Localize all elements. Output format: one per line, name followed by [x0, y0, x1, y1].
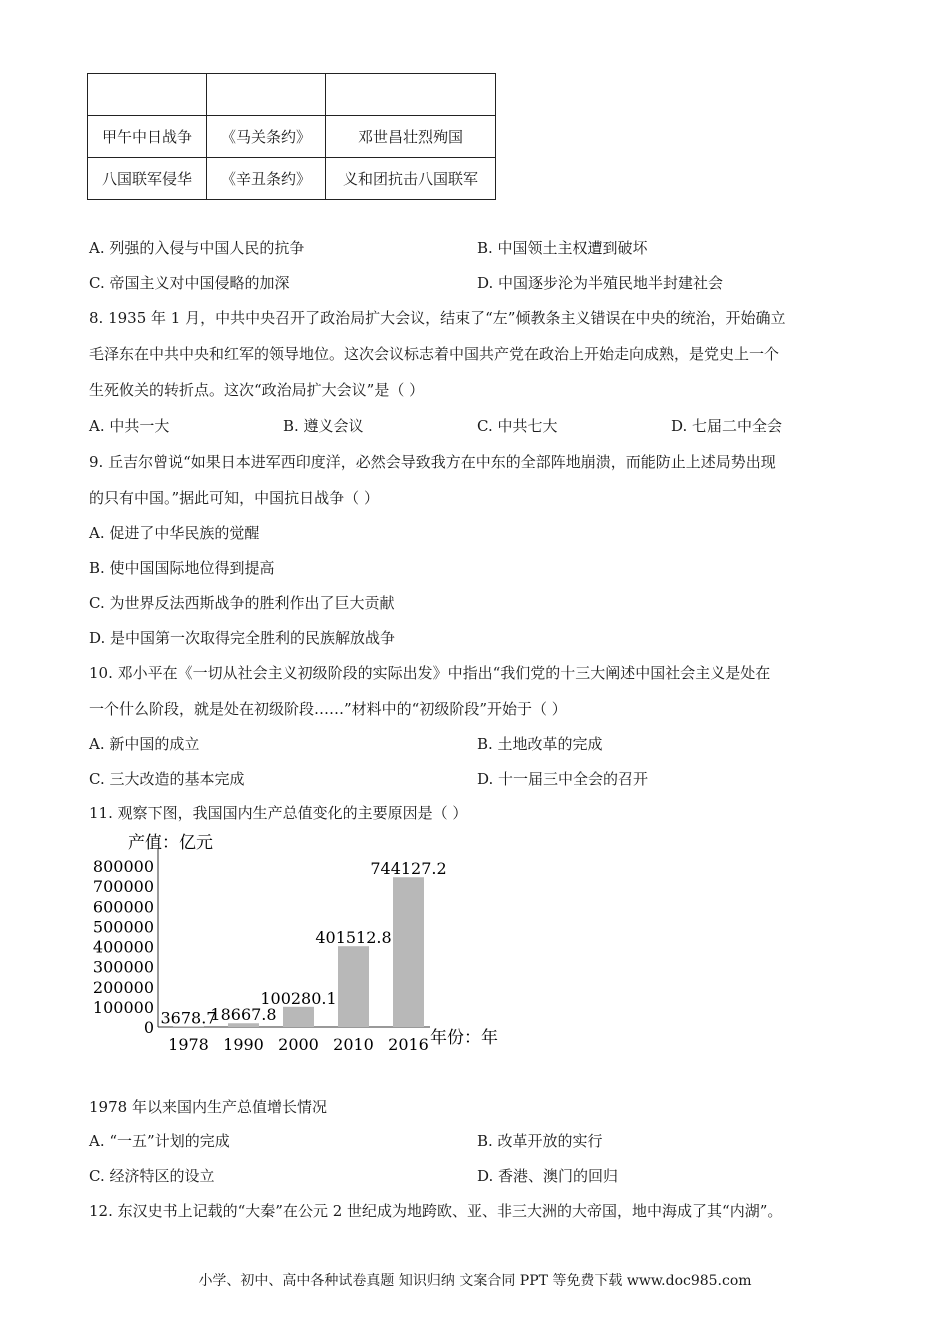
table-cell: 《马关条约》 [207, 116, 326, 158]
x-tick-label: 2000 [278, 1035, 319, 1054]
y-tick-label: 200000 [92, 977, 154, 997]
q9-option-b[interactable]: B. 使中国国际地位得到提高 [89, 559, 275, 577]
q8-option-b[interactable]: B. 遵义会议 [283, 417, 364, 435]
bar [338, 946, 369, 1027]
table-row [88, 116, 496, 158]
q8-option-c[interactable]: C. 中共七大 [477, 417, 558, 435]
table-cell [326, 74, 496, 116]
q7-option-b[interactable]: B. 中国领土主权遭到破坏 [477, 239, 648, 257]
q10-stem-line: 一个什么阶段，就是处在初级阶段……”材料中的“初级阶段”开始于（ ） [89, 700, 567, 718]
q7-option-c[interactable]: C. 帝国主义对中国侵略的加深 [89, 274, 290, 292]
q9-option-c[interactable]: C. 为世界反法西斯战争的胜利作出了巨大贡献 [89, 594, 395, 612]
y-tick-labels [93, 857, 154, 1037]
q11-option-b[interactable]: B. 改革开放的实行 [477, 1132, 603, 1150]
value-label: 401512.8 [315, 928, 392, 948]
q8-stem-line: 毛泽东在中共中央和红军的领导地位。这次会议标志着中国共产党在政治上开始走向成熟，是党史上一个 [89, 345, 780, 363]
q7-option-a[interactable]: A. 列强的入侵与中国人民的抗争 [89, 239, 305, 257]
x-tick-label: 1978 [168, 1035, 209, 1054]
q11-option-a[interactable]: A. “一五”计划的完成 [89, 1132, 230, 1150]
q10-option-d[interactable]: D. 十一届三中全会的召开 [477, 770, 649, 788]
q9-stem-line: 的只有中国。”据此可知，中国抗日战争（ ） [89, 489, 379, 507]
y-tick-label: 700000 [92, 877, 154, 897]
q10-stem-line: 10. 邓小平在《一切从社会主义初级阶段的实际出发》中指出“我们党的十三大阐述中国社会主义是处在 [89, 664, 771, 682]
y-axis-label: 产值：亿元 [128, 833, 213, 853]
x-tick-label: 2010 [333, 1035, 374, 1054]
y-tick-label: 600000 [92, 897, 154, 917]
table-row [88, 158, 496, 200]
y-tick-label: 400000 [92, 937, 154, 957]
q8-option-a[interactable]: A. 中共一大 [89, 417, 170, 435]
page-footer: 小学、初中、高中各种试卷真题 知识归纳 文案合同 PPT 等免费下载 www.doc985.com [198, 1273, 752, 1289]
x-axis-label: 年份：年 [430, 1028, 498, 1048]
q7-option-d[interactable]: D. 中国逐步沦为半殖民地半封建社会 [477, 274, 724, 292]
x-tick-labels [168, 1035, 429, 1054]
events-table [87, 73, 496, 200]
table-cell: 甲午中日战争 [88, 116, 207, 158]
q10-option-a[interactable]: A. 新中国的成立 [89, 735, 200, 753]
value-label: 100280.1 [260, 988, 337, 1008]
value-label: 3678.7 [160, 1008, 217, 1028]
q11-option-d[interactable]: D. 香港、澳门的回归 [477, 1167, 619, 1185]
y-tick-label: 0 [143, 1018, 154, 1037]
table-cell: 八国联军侵华 [88, 158, 207, 200]
x-tick-label: 1990 [223, 1035, 264, 1054]
table-cell: 义和团抗击八国联军 [326, 158, 496, 200]
value-label: 744127.2 [370, 859, 447, 879]
table-row [88, 74, 496, 116]
gdp-bar-chart [90, 828, 520, 1060]
table-cell [88, 74, 207, 116]
y-tick-label: 500000 [92, 917, 154, 937]
y-tick-label: 300000 [92, 957, 154, 977]
q12-stem-line: 12. 东汉史书上记载的“大秦”在公元 2 世纪成为地跨欧、亚、非三大洲的大帝国，地中海成了其“内湖”。 [89, 1202, 783, 1220]
q11-stem: 11. 观察下图，我国国内生产总值变化的主要原因是（ ） [89, 804, 468, 822]
chart-caption: 1978 年以来国内生产总值增长情况 [89, 1098, 327, 1116]
bar [283, 1007, 314, 1027]
q11-option-c[interactable]: C. 经济特区的设立 [89, 1167, 215, 1185]
q8-stem-line: 8. 1935 年 1 月，中共中央召开了政治局扩大会议，结束了“左”倾教条主义错误在中央的统治，开始确立 [89, 309, 786, 327]
q8-option-d[interactable]: D. 七届二中全会 [671, 417, 783, 435]
q9-option-a[interactable]: A. 促进了中华民族的觉醒 [89, 524, 260, 542]
table-cell: 《辛丑条约》 [207, 158, 326, 200]
value-label: 18667.8 [210, 1005, 277, 1025]
q10-option-c[interactable]: C. 三大改造的基本完成 [89, 770, 245, 788]
table-cell [207, 74, 326, 116]
y-tick-label: 800000 [92, 857, 154, 876]
bar [393, 877, 424, 1027]
q8-stem-line: 生死攸关的转折点。这次“政治局扩大会议”是（ ） [89, 381, 425, 399]
y-tick-label: 100000 [92, 997, 154, 1017]
q10-option-b[interactable]: B. 土地改革的完成 [477, 735, 603, 753]
q9-stem-line: 9. 丘吉尔曾说“如果日本进军西印度洋，必然会导致我方在中东的全部阵地崩溃，而能防止上述局势出现 [89, 453, 776, 471]
q9-option-d[interactable]: D. 是中国第一次取得完全胜利的民族解放战争 [89, 629, 396, 647]
x-tick-label: 2016 [388, 1035, 429, 1054]
table-cell: 邓世昌壮烈殉国 [326, 116, 496, 158]
